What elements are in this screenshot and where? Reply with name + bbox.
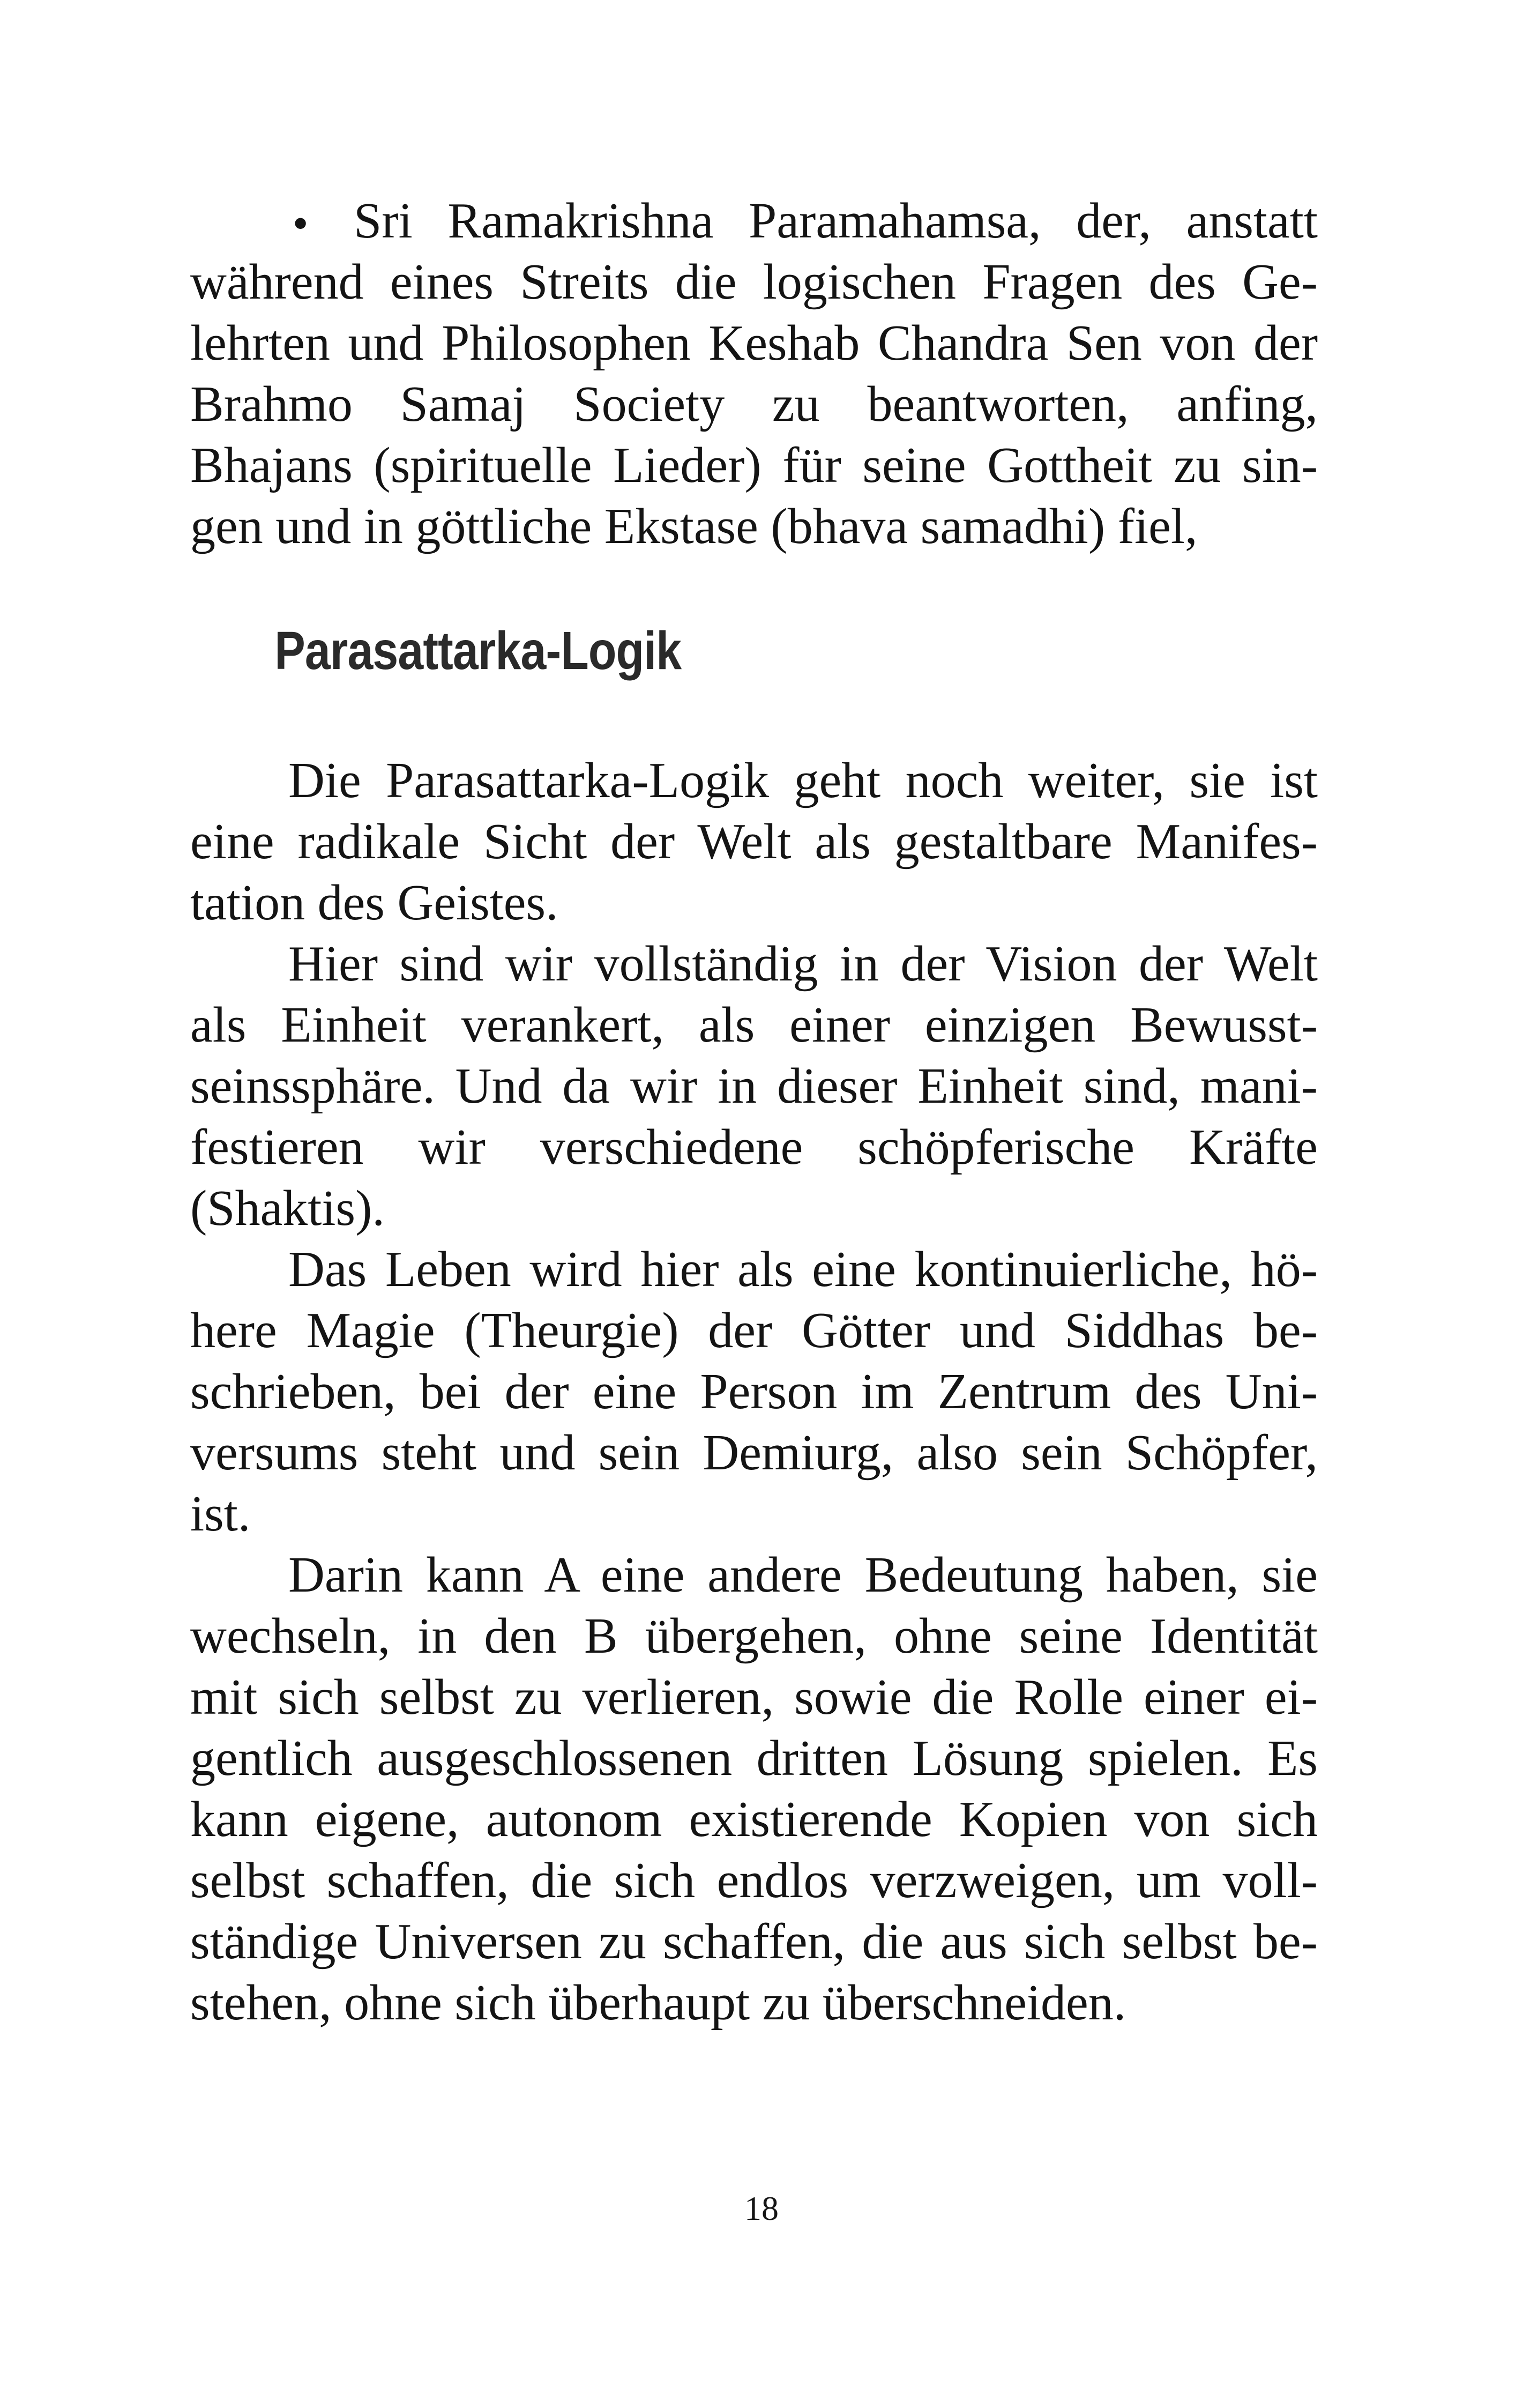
paragraph <box>190 1239 1318 1544</box>
text-line: Sri Ramakrishna Paramahamsa, der, anstatt <box>354 193 1318 249</box>
bullet-item <box>190 190 1318 557</box>
page-body <box>190 190 1318 2033</box>
text-line: gentlich ausgeschlossenen dritten Lösung spielen. Es <box>190 1730 1318 1786</box>
page-number: 18 <box>744 2189 779 2227</box>
text-line: here Magie (Theurgie) der Götter und Siddhas be- <box>190 1303 1318 1358</box>
text-line: Hier sind wir vollständig in der Vision der Welt <box>288 936 1318 992</box>
text-line: Das Leben wird hier als eine kontinuierliche, hö- <box>288 1242 1318 1297</box>
text-line: kann eigene, autonom existierende Kopien von sich <box>190 1792 1318 1847</box>
text-line: selbst schaffen, die sich endlos verzweigen, um voll- <box>190 1853 1318 1908</box>
text-line: Bhajans (spirituelle Lieder) für seine Gottheit zu sin- <box>190 437 1318 493</box>
bullet-line <box>190 190 1318 251</box>
text-line: versums steht und sein Demiurg, also sein Schöpfer, <box>190 1425 1318 1481</box>
text-line: stehen, ohne sich überhaupt zu überschneiden. <box>190 1975 1126 2031</box>
paragraph <box>190 933 1318 1239</box>
text-line: als Einheit verankert, als einer einzigen Bewusst- <box>190 997 1318 1053</box>
text-line: tation des Geistes. <box>190 875 558 931</box>
text-line: eine radikale Sicht der Welt als gestaltbare Manifes- <box>190 814 1318 869</box>
paragraph <box>190 1544 1318 2033</box>
text-line: seinssphäre. Und da wir in dieser Einheit sind, mani- <box>190 1058 1318 1114</box>
text-line: schrieben, bei der eine Person im Zentrum des Uni- <box>190 1364 1318 1419</box>
text-line: gen und in göttliche Ekstase (bhava samadhi) fiel, <box>190 499 1198 554</box>
paragraph <box>190 750 1318 933</box>
text-line: (Shaktis). <box>190 1180 385 1236</box>
text-line: während eines Streits die logischen Fragen des Ge- <box>190 254 1318 310</box>
text-line: Darin kann A eine andere Bedeutung haben, sie <box>288 1547 1318 1603</box>
text-line: ständige Universen zu schaffen, die aus sich selbst be- <box>190 1914 1318 1969</box>
text-line: lehrten und Philosophen Keshab Chandra Sen von der <box>190 315 1318 371</box>
section-heading: Parasattarka-Logik <box>274 621 682 681</box>
text-line: Brahmo Samaj Society zu beantworten, anfing, <box>190 376 1318 432</box>
text-line: Die Parasattarka-Logik geht noch weiter, sie ist <box>288 753 1318 808</box>
bullet-icon: • <box>289 203 312 247</box>
text-line: mit sich selbst zu verlieren, sowie die Rolle einer ei- <box>190 1669 1318 1725</box>
text-line: festieren wir verschiedene schöpferische Kräfte <box>190 1119 1318 1175</box>
text-line: ist. <box>190 1486 251 1542</box>
text-line: wechseln, in den B übergehen, ohne seine Identität <box>190 1608 1318 1664</box>
